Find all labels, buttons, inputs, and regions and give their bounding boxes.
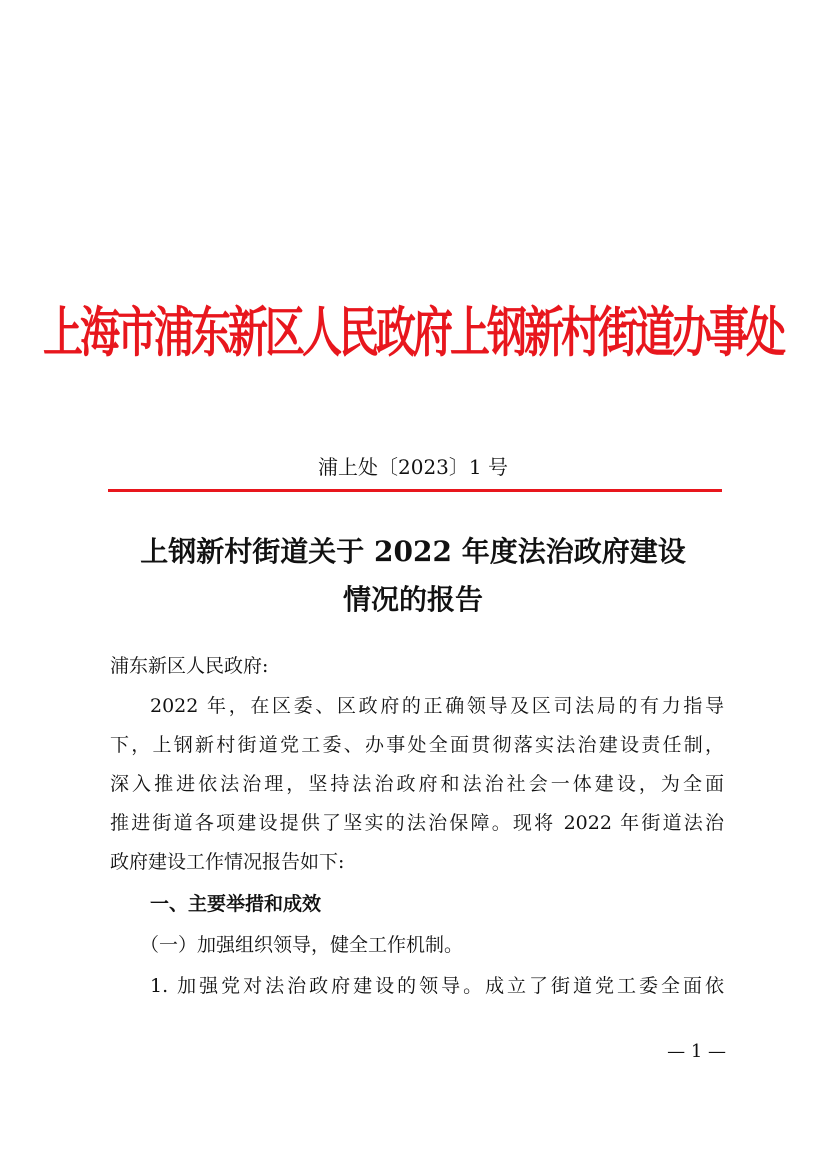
report-title-line-2: 情况的报告 xyxy=(342,583,483,616)
section-heading: 一、主要举措和成效 xyxy=(150,893,322,915)
subsection-heading: （一）加强组织领导，健全工作机制。 xyxy=(140,934,464,956)
paragraph-line: 2022 年，在区委、区政府的正确领导及区司法局的有力指导 xyxy=(150,695,724,717)
red-divider-line xyxy=(108,489,722,492)
paragraph-line: 深入推进依法治理，坚持法治政府和法治社会一体建设，为全面 xyxy=(110,773,724,795)
page-number: — 1 — xyxy=(667,1041,726,1062)
paragraph-line: 推进街道各项建设提供了坚实的法治保障。现将 2022 年街道法治 xyxy=(110,812,724,834)
salutation: 浦东新区人民政府: xyxy=(110,655,269,677)
paragraph-line: 下，上钢新村街道党工委、办事处全面贯彻落实法治建设责任制， xyxy=(110,734,724,756)
paragraph-line: 政府建设工作情况报告如下: xyxy=(110,851,345,873)
report-title-line-1: 上钢新村街道关于 2022 年度法治政府建设 xyxy=(140,535,686,568)
paragraph-line: 1. 加强党对法治政府建设的领导。成立了街道党工委全面依 xyxy=(150,975,724,997)
masthead-title: 上海市浦东新区人民政府上钢新村街道办事处 xyxy=(43,300,783,365)
document-number: 浦上处〔2023〕1 号 xyxy=(318,455,508,479)
